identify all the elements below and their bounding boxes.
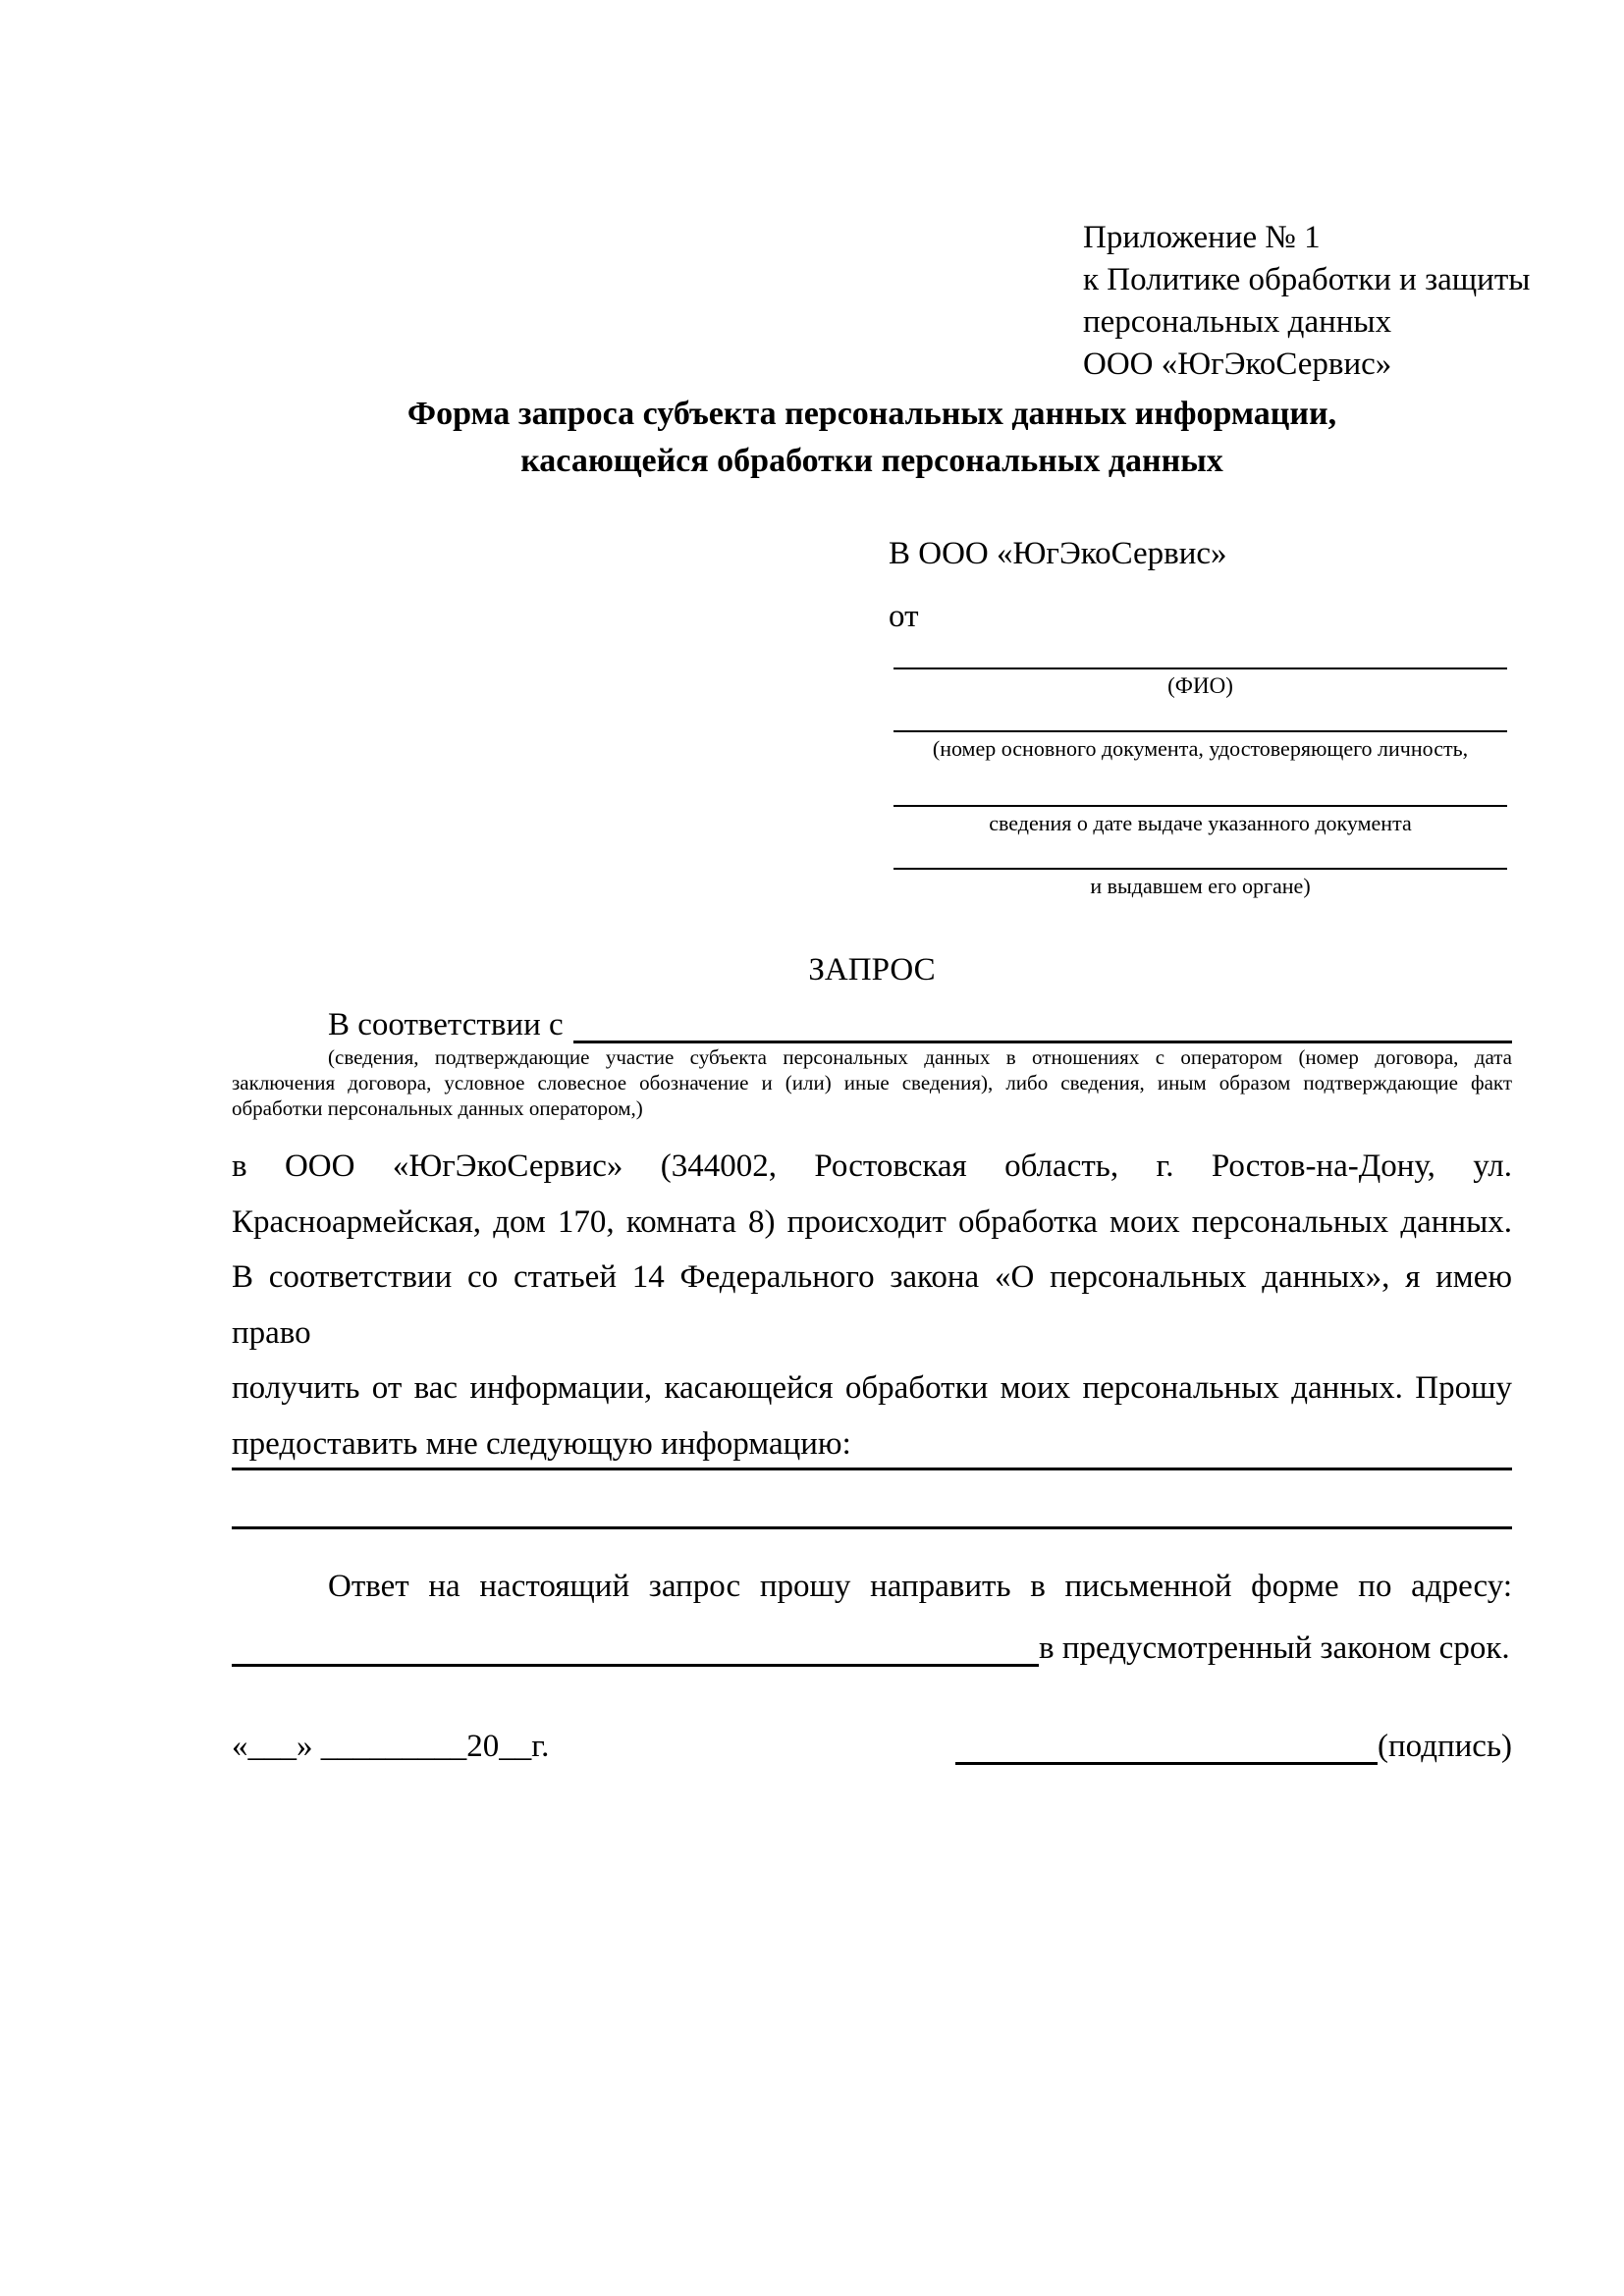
basis-caption [232, 1044, 1512, 1121]
fio-caption: (ФИО) [1167, 673, 1233, 698]
body-line-3: В соответствии со статьей 14 Федерального закона «О персональных данных», я имею право [232, 1259, 1512, 1351]
body-line-1: в ООО «ЮгЭкоСервис» (344002, Ростовская область, г. Ростов-на-Дону, ул. [232, 1148, 1512, 1184]
basis-input-line[interactable] [573, 1041, 1512, 1043]
appendix-line-2: к Политике обработки и защиты [1083, 262, 1531, 297]
appendix-block [1083, 217, 1530, 386]
doc-date-input-line[interactable] [893, 805, 1507, 807]
title-line-2: касающейся обработки персональных данных [520, 443, 1223, 479]
signature-caption: (подпись) [1378, 1729, 1512, 1764]
body-line-4: получить от вас информации, касающейся обработки моих персональных данных. Прошу [232, 1370, 1512, 1406]
date-input-line[interactable]: «___» _________20__г. [232, 1729, 550, 1764]
address-input-line[interactable] [232, 1664, 1039, 1667]
reply-paragraph-line: Ответ на настоящий запрос прошу направить в письменной форме по адресу: [328, 1569, 1512, 1604]
doc-issuer-caption: и выдавшем его органе) [1090, 874, 1311, 898]
appendix-line-3: персональных данных [1083, 304, 1392, 340]
body-paragraph [232, 1139, 1512, 1471]
appendix-line-4: ООО «ЮгЭкоСервис» [1083, 347, 1392, 382]
basis-row [232, 1007, 1512, 1043]
reply-deadline-text: в предусмотренный законом срок. [1039, 1630, 1510, 1666]
signature-input-line[interactable] [955, 1762, 1378, 1765]
addressee-from-label: от [889, 599, 919, 634]
addressee-company: В ООО «ЮгЭкоСервис» [889, 536, 1227, 571]
basis-caption-line-1: (сведения, подтверждающие участие субъекта персональных данных в отношениях с оператором (номер договора, дата [328, 1045, 1512, 1069]
footer-row [232, 1720, 1512, 1765]
basis-prefix: В соответствии с [328, 1007, 564, 1042]
basis-caption-line-3: обработки персональных данных оператором,) [232, 1096, 643, 1120]
reply-address-row [232, 1618, 1512, 1667]
doc-number-caption: (номер основного документа, удостоверяющего личность, [932, 736, 1469, 761]
appendix-line-1: Приложение № 1 [1083, 220, 1321, 255]
doc-date-caption: сведения о дате выдаче указанного документа [989, 811, 1412, 835]
body-line-5: предоставить мне следующую информацию: [232, 1425, 851, 1462]
title-line-1: Форма запроса субъекта персональных данных информации, [406, 396, 1337, 432]
doc-number-input-line[interactable] [893, 730, 1507, 732]
fio-input-line[interactable] [893, 667, 1507, 669]
info-input-line-2[interactable] [232, 1526, 1512, 1529]
document-title [232, 391, 1512, 485]
body-line-2: Красноармейская, дом 170, комната 8) происходит обработка моих персональных данных. [232, 1203, 1512, 1240]
basis-caption-line-2: заключения договора, условное словесное обозначение и (или) иные сведения), либо сведения, иным образом подтверждающие факт [232, 1071, 1512, 1095]
doc-issuer-input-line[interactable] [893, 868, 1507, 870]
info-input-line-1[interactable] [232, 1468, 1512, 1470]
request-heading: ЗАПРОС [808, 952, 936, 988]
